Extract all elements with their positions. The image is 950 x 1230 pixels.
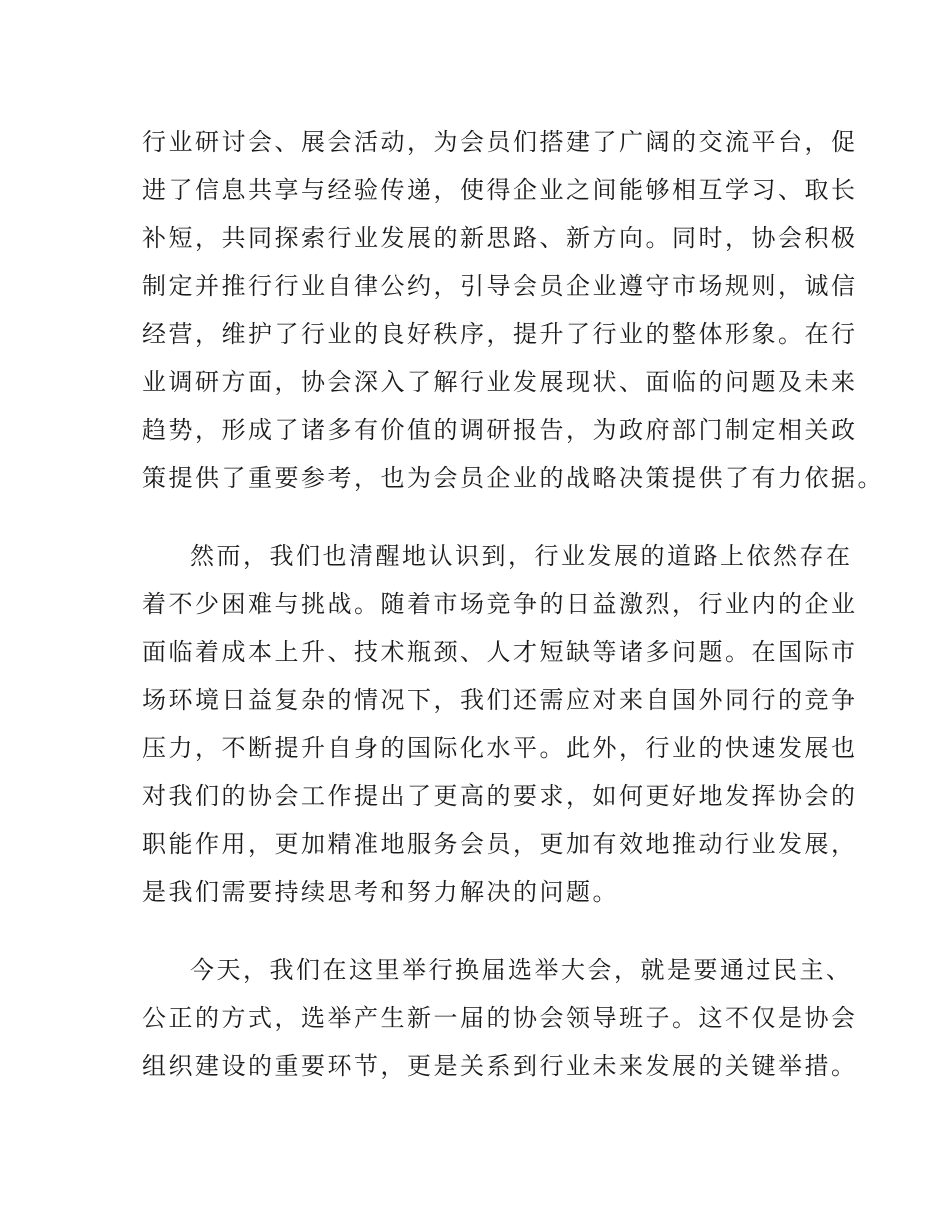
paragraph-1-line-1: 行业研讨会、展会活动，为会员们搭建了广阔的交流平台，促 <box>142 128 858 156</box>
paragraph-2-line-5: 压力，不断提升自身的国际化水平。此外，行业的快速发展也 <box>142 734 858 762</box>
paragraph-2-line-6: 对我们的协会工作提出了更高的要求，如何更好地发挥协会的 <box>142 782 858 810</box>
paragraph-3-line-1: 今天，我们在这里举行换届选举大会，就是要通过民主、 <box>190 956 853 984</box>
paragraph-3-line-3: 组织建设的重要环节，更是关系到行业未来发展的关键举措。 <box>142 1052 858 1080</box>
paragraph-1-line-7: 趋势，形成了诸多有价值的调研报告，为政府部门制定相关政 <box>142 416 858 444</box>
paragraph-1-line-8: 策提供了重要参考，也为会员企业的战略决策提供了有力依据。 <box>142 464 884 492</box>
paragraph-1-line-6: 业调研方面，协会深入了解行业发展现状、面临的问题及未来 <box>142 368 858 396</box>
paragraph-2-line-7: 职能作用，更加精准地服务会员，更加有效地推动行业发展， <box>142 830 858 858</box>
paragraph-2-line-1: 然而，我们也清醒地认识到，行业发展的道路上依然存在 <box>190 542 853 570</box>
paragraph-2-line-2: 着不少困难与挑战。随着市场竞争的日益激烈，行业内的企业 <box>142 590 858 618</box>
paragraph-2-line-3: 面临着成本上升、技术瓶颈、人才短缺等诸多问题。在国际市 <box>142 638 858 666</box>
paragraph-1-line-3: 补短，共同探索行业发展的新思路、新方向。同时，协会积极 <box>142 224 858 252</box>
paragraph-1-line-5: 经营，维护了行业的良好秩序，提升了行业的整体形象。在行 <box>142 320 858 348</box>
paragraph-2-line-8: 是我们需要持续思考和努力解决的问题。 <box>142 878 619 906</box>
paragraph-3-line-2: 公正的方式，选举产生新一届的协会领导班子。这不仅是协会 <box>142 1004 858 1032</box>
paragraph-2-line-4: 场环境日益复杂的情况下，我们还需应对来自国外同行的竞争 <box>142 686 858 714</box>
paragraph-1-line-2: 进了信息共享与经验传递，使得企业之间能够相互学习、取长 <box>142 176 858 204</box>
paragraph-1-line-4: 制定并推行行业自律公约，引导会员企业遵守市场规则，诚信 <box>142 272 858 300</box>
